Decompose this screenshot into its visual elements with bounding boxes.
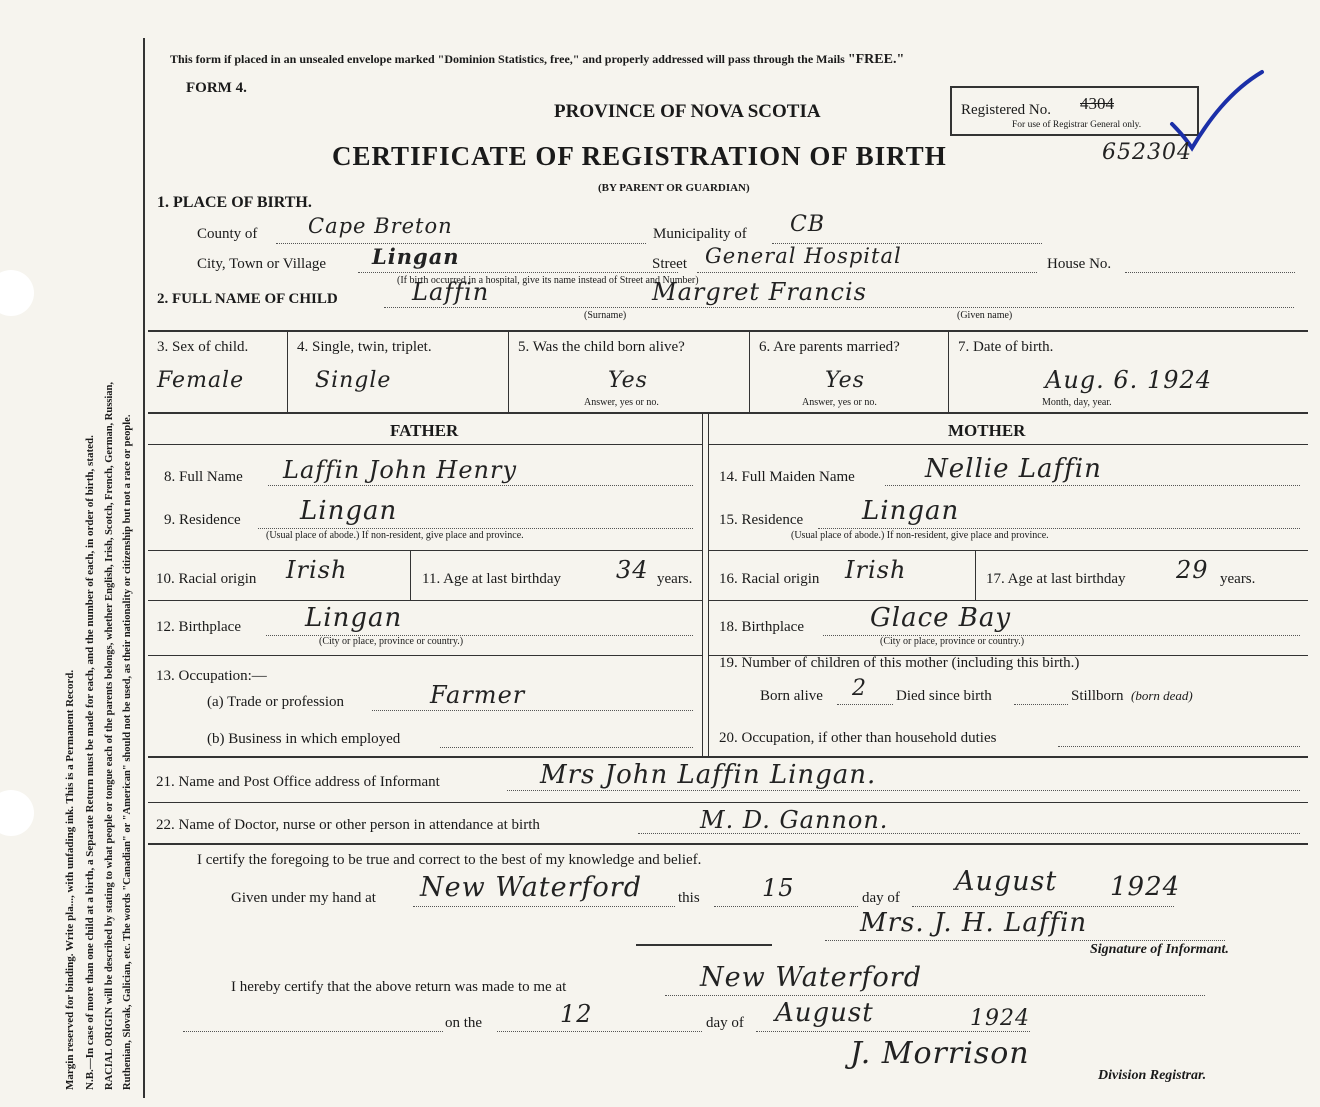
stillborn-note: (born dead) [1131,688,1193,703]
province-title: PROVINCE OF NOVA SCOTIA [554,101,821,122]
mother-occupation-label: 20. Occupation, if other than household duties [719,730,997,746]
parents-married-answer: Yes [825,368,865,393]
mail-notice [170,52,904,68]
sex-label: 3. Sex of child. [157,339,249,355]
rule-m-race-split [975,550,976,600]
registration-number: 652304 [1102,140,1192,165]
certificate-subtitle: (BY PARENT OR GUARDIAN) [598,182,750,194]
municipality-value: CB [790,212,825,237]
registrar-month-value: August [775,998,874,1028]
registrar-place-value: New Waterford [700,962,922,993]
surname-note: (Surname) [584,310,627,321]
county-dots [276,243,646,244]
given-month-dots [912,906,1174,907]
child-name-dots [384,307,1294,308]
county-value: Cape Breton [308,214,453,238]
father-residence-dots [258,528,693,529]
rule-parents-top [148,412,1308,414]
registrar-signature: J. Morrison [850,1036,1030,1071]
child-surname: Laffin [412,278,490,306]
informant-signature-caption: Signature of Informant. [1090,942,1229,957]
stillborn-label [1071,688,1193,705]
form-number: FORM 4. [186,80,247,96]
rule-parents-divider-a [702,412,703,756]
rule-row3-top [148,330,1308,332]
given-day-value: 15 [762,874,795,902]
born-alive-question-label: 5. Was the child born alive? [518,339,685,355]
street-value: General Hospital [705,244,902,268]
rule-heading-left [148,444,702,445]
born-alive-dots [837,704,893,705]
given-day-of-label: day of [862,890,900,906]
informant-label: 21. Name and Post Office address of Informant [156,774,440,790]
rule-heading-right [708,444,1308,445]
certify-statement: I certify the foregoing to be true and correct to the best of my knowledge and belief. [197,852,702,868]
father-name-value: Laffin John Henry [283,456,518,484]
mother-age-value: 29 [1176,556,1209,584]
plurality-label: 4. Single, twin, triplet. [297,339,432,355]
registration-struck-number: 4304 [1080,94,1114,113]
born-alive-answer: Yes [608,368,648,393]
registrar-caption: Division Registrar. [1098,1068,1207,1083]
county-label: County of [197,226,258,242]
father-years: years. [657,571,693,587]
rule-row3-v2 [508,330,509,412]
father-birthplace-note: (City or place, province or country.) [319,636,464,647]
mother-years: years. [1220,571,1256,587]
mother-children-label: 19. Number of children of this mother (including this birth.) [719,655,1080,671]
registrar-statement: I hereby certify that the above return was made to me at [231,979,567,995]
mail-notice-text: This form if placed in an unsealed envelope marked "Dominion Statistics, free," and properly addressed will pass through the Mails [170,52,845,66]
margin-note-1: Margin reserved for binding. Write pla..., with unfading ink. This is a Permanent Record. [64,669,76,1090]
rule-m-2 [708,600,1308,601]
city-label: City, Town or Village [197,256,327,272]
rule-f-race-split [410,550,411,600]
registrar-day-value: 12 [560,1000,593,1028]
mother-residence-label: 15. Residence [719,512,804,528]
father-race-value: Irish [286,556,348,584]
father-trade-dots [372,710,693,711]
born-alive-note: Answer, yes or no. [584,397,659,408]
margin-note-2: N.B.—In case of more than one child at a birth, a Separate Return must be made for each, and the number of each, in order of birth, stated. [84,435,96,1090]
father-trade-value: Farmer [430,681,526,709]
place-of-birth-heading: 1. PLACE OF BIRTH. [157,194,312,211]
father-residence-value: Lingan [300,496,398,526]
father-business-label: (b) Business in which employed [207,731,401,747]
rule-row3-v4 [948,330,949,412]
dob-value: Aug. 6. 1924 [1045,366,1213,394]
died-dots [1014,704,1068,705]
father-birthplace-value: Lingan [305,603,403,633]
father-age-value: 34 [616,556,649,584]
informant-signature: Mrs. J. H. Laffin [860,908,1088,938]
on-the-lead-dots [183,1031,443,1032]
died-since-birth-label: Died since birth [896,688,992,704]
informant-signature-dots [825,940,1225,941]
mother-occupation-dots [1058,746,1300,747]
mother-name-value: Nellie Laffin [925,454,1102,484]
parents-married-label: 6. Are parents married? [759,339,900,355]
given-place-dots [413,906,675,907]
stillborn-text: Stillborn [1071,688,1124,704]
rule-doctor-top [148,802,1308,803]
mother-birthplace-note: (City or place, province or country.) [880,636,1025,647]
given-day-dots [714,906,858,907]
registration-label: Registered No. [961,102,1051,118]
given-place-value: New Waterford [420,872,642,903]
binding-hole-top [0,270,34,316]
rule-f-1 [148,550,702,551]
hospital-note: (If birth occurred in a hospital, give its name instead of Street and Number) [397,275,699,286]
rule-separator-short [636,944,772,946]
father-name-dots [268,485,693,486]
father-residence-note: (Usual place of abode.) If non-resident, give place and province. [266,530,524,541]
registrar-day-of-label: day of [706,1015,744,1031]
municipality-label: Municipality of [653,226,747,242]
father-residence-label: 9. Residence [164,512,241,528]
rule-f-2 [148,600,702,601]
born-alive-count-label: Born alive [760,688,823,704]
registration-note: For use of Registrar General only. [1012,120,1142,130]
mother-residence-note: (Usual place of abode.) If non-resident, give place and province. [791,530,1049,541]
mother-residence-value: Lingan [862,496,960,526]
father-name-label: 8. Full Name [164,469,243,485]
rule-f-3 [148,655,702,656]
mother-age-label: 17. Age at last birthday [986,571,1126,587]
mother-race-label: 16. Racial origin [719,571,820,587]
dob-label: 7. Date of birth. [958,339,1054,355]
sex-value: Female [157,368,245,393]
house-dots [1125,272,1295,273]
given-this-label: this [678,890,700,906]
parents-married-note: Answer, yes or no. [802,397,877,408]
rule-row3-v3 [749,330,750,412]
given-month-value: August [955,866,1058,897]
dob-note: Month, day, year. [1042,397,1112,408]
rule-row3-v1 [287,330,288,412]
doctor-label: 22. Name of Doctor, nurse or other person in attendance at birth [156,817,540,833]
binding-margin-line [143,38,145,1098]
rule-m-1 [708,550,1308,551]
margin-note-3: RACIAL ORIGIN will be described by stating to what people or tongue each of the parents belongs, whether English, Irish, Scotch, French, German, Russian, [104,381,115,1090]
registrar-month-dots [756,1031,1030,1032]
father-race-label: 10. Racial origin [156,571,257,587]
on-the-label: on the [445,1015,483,1031]
street-label: Street [652,256,687,272]
given-year-value: 1924 [1110,872,1181,902]
mail-notice-free: "FREE." [847,52,905,67]
city-dots [358,272,678,273]
registrar-year-value: 1924 [970,1006,1030,1031]
informant-value: Mrs John Laffin Lingan. [540,760,877,790]
mother-birthplace-label: 18. Birthplace [719,619,804,635]
father-age-label: 11. Age at last birthday [422,571,561,587]
given-under-hand-label: Given under my hand at [231,890,376,906]
father-business-dots [440,747,693,748]
mother-heading: MOTHER [948,421,1026,440]
doctor-value: M. D. Gannon. [700,806,889,834]
father-occupation-label: 13. Occupation:— [156,668,267,684]
given-name-note: (Given name) [957,310,1013,321]
informant-dots [507,790,1300,791]
rule-informant-top [148,756,1308,758]
binding-hole-bottom [0,790,34,836]
street-dots [697,272,1037,273]
mother-residence-dots [818,528,1300,529]
margin-note-4: Ruthenian, Slovak, Galician, etc. The words "Canadian" or "American" should not be used, as their nationality or citizenship but not a race or people. [122,414,133,1090]
father-heading: FATHER [390,421,459,440]
rule-certify-top [148,843,1308,845]
mother-birthplace-value: Glace Bay [870,603,1012,633]
registrar-day-dots [497,1031,702,1032]
child-name-label: 2. FULL NAME OF CHILD [157,291,338,307]
plurality-value: Single [315,368,392,393]
city-value: Lingan [372,244,460,269]
father-trade-label: (a) Trade or profession [207,694,345,710]
mother-name-label: 14. Full Maiden Name [719,469,855,485]
rule-parents-divider-b [708,412,709,756]
born-alive-count: 2 [852,676,867,701]
child-given-name: Margret Francis [652,278,867,306]
father-birthplace-label: 12. Birthplace [156,619,241,635]
certificate-title: CERTIFICATE OF REGISTRATION OF BIRTH [332,141,947,171]
mother-race-value: Irish [845,556,907,584]
registration-box [950,86,1199,136]
mother-name-dots [885,485,1300,486]
registrar-place-dots [665,995,1205,996]
house-label: House No. [1047,256,1112,272]
